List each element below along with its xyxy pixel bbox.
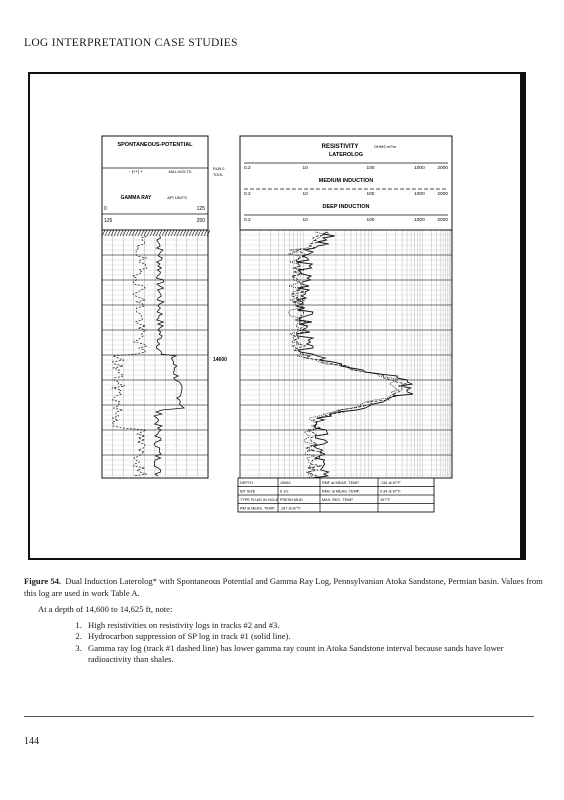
curve-scale-label: 1000	[414, 192, 425, 197]
curve-scale-label: 0.2	[244, 192, 251, 197]
note-item: 1. High resistivities on resistivity logs in tracks #2 and #3.	[84, 620, 544, 632]
gr-scale1-left: 0	[104, 206, 107, 212]
footer-rule	[24, 716, 534, 717]
resistivity-track-border	[240, 230, 452, 478]
curve-scale-label: 0.2	[244, 218, 251, 223]
running-header: LOG INTERPRETATION CASE STUDIES	[24, 37, 238, 49]
info-cell-text: FRESH MUD	[280, 498, 303, 502]
curve-scale-label: 2000	[437, 218, 448, 223]
depth-note: At a depth of 14,600 to 14,625 ft, note:	[38, 604, 173, 614]
curve-scale-label: 1000	[414, 218, 425, 223]
curve-scale-label: 2000	[437, 192, 448, 197]
info-cell-text: TYPE FLUID IN HOLE	[240, 498, 279, 502]
gr-scale1-right: 125	[196, 206, 205, 212]
figure-caption	[24, 576, 544, 666]
curve-scale-label: 100	[366, 218, 375, 223]
info-cell-text: RM at MEAS. TEMP.	[240, 506, 276, 511]
page-number: 144	[24, 736, 39, 747]
info-cell-text: .167 at 87°F	[280, 506, 301, 511]
note-item: 3. Gamma ray log (track #1 dashed line) has lower gamma ray count in Atoka Sandstone interval because sands have lower radioactivity than shales.	[84, 643, 544, 666]
curve-scale-label: 0.2	[244, 166, 251, 171]
gr-scale2-right: 250	[196, 218, 205, 224]
info-cell-text: RMC at MEAS. TEMP.	[322, 489, 360, 494]
info-cell-text: 15962	[280, 481, 291, 485]
gr-units: API UNITS	[167, 195, 187, 200]
curve-headers	[244, 152, 448, 223]
curve-scale-label: 100	[366, 166, 375, 171]
curve-scale-label: 10	[302, 192, 308, 197]
note-list	[24, 620, 544, 666]
note-item: 2. Hydrocarbon suppression of SP log in track #1 (solid line).	[84, 631, 544, 643]
info-cell-text: 6 1/2	[280, 489, 289, 494]
gr-scale2-left: 125	[104, 218, 113, 224]
info-cell-text: 197°F	[380, 498, 391, 502]
figure-text: Dual Induction Laterolog* with Spontaneous Potential and Gamma Ray Log, Pennsylvanian Atoka Sandstone, Permian basin. Values from this log are used in work Table A.	[24, 576, 543, 598]
sp-units: MILLIVOLTS	[168, 169, 192, 174]
curve-scale-label: 10	[302, 166, 308, 171]
info-cell-text: MAX. REC. TEMP.	[322, 498, 354, 502]
log-grid	[102, 230, 452, 478]
curve-name: LATEROLOG	[328, 152, 364, 158]
info-cell-text: .134 at 87°F	[380, 481, 401, 485]
info-cell-text: 0.34 at 87°F	[380, 489, 401, 494]
tool-label: TOOL	[213, 173, 224, 177]
curve-name: DEEP INDUCTION	[322, 204, 370, 210]
figure-label: Figure 54.	[24, 576, 62, 586]
info-cell-text: BIT SIZE	[240, 489, 256, 494]
curve-scale-label: 100	[366, 192, 375, 197]
depth-marker: 14600	[213, 357, 227, 363]
resistivity-units: OHMS m²/m	[373, 144, 397, 149]
sp-scale-sign: - |++| +	[128, 169, 144, 174]
sp-title: SPONTANEOUS-POTENTIAL	[117, 142, 193, 148]
curve-scale-label: 1000	[414, 166, 425, 171]
curve-scale-label: 2000	[437, 166, 448, 171]
run-label: RUN 0	[213, 167, 225, 171]
gr-title: GAMMA RAY	[120, 195, 152, 201]
info-cell-text: DEPTH	[240, 481, 253, 485]
resistivity-title: RESISTIVITY	[321, 144, 359, 150]
header-info-table	[238, 478, 434, 512]
curve-scale-label: 10	[302, 218, 308, 223]
curve-name: MEDIUM INDUCTION	[318, 178, 374, 184]
info-cell-text: RMF at MEAS. TEMP.	[322, 481, 360, 485]
